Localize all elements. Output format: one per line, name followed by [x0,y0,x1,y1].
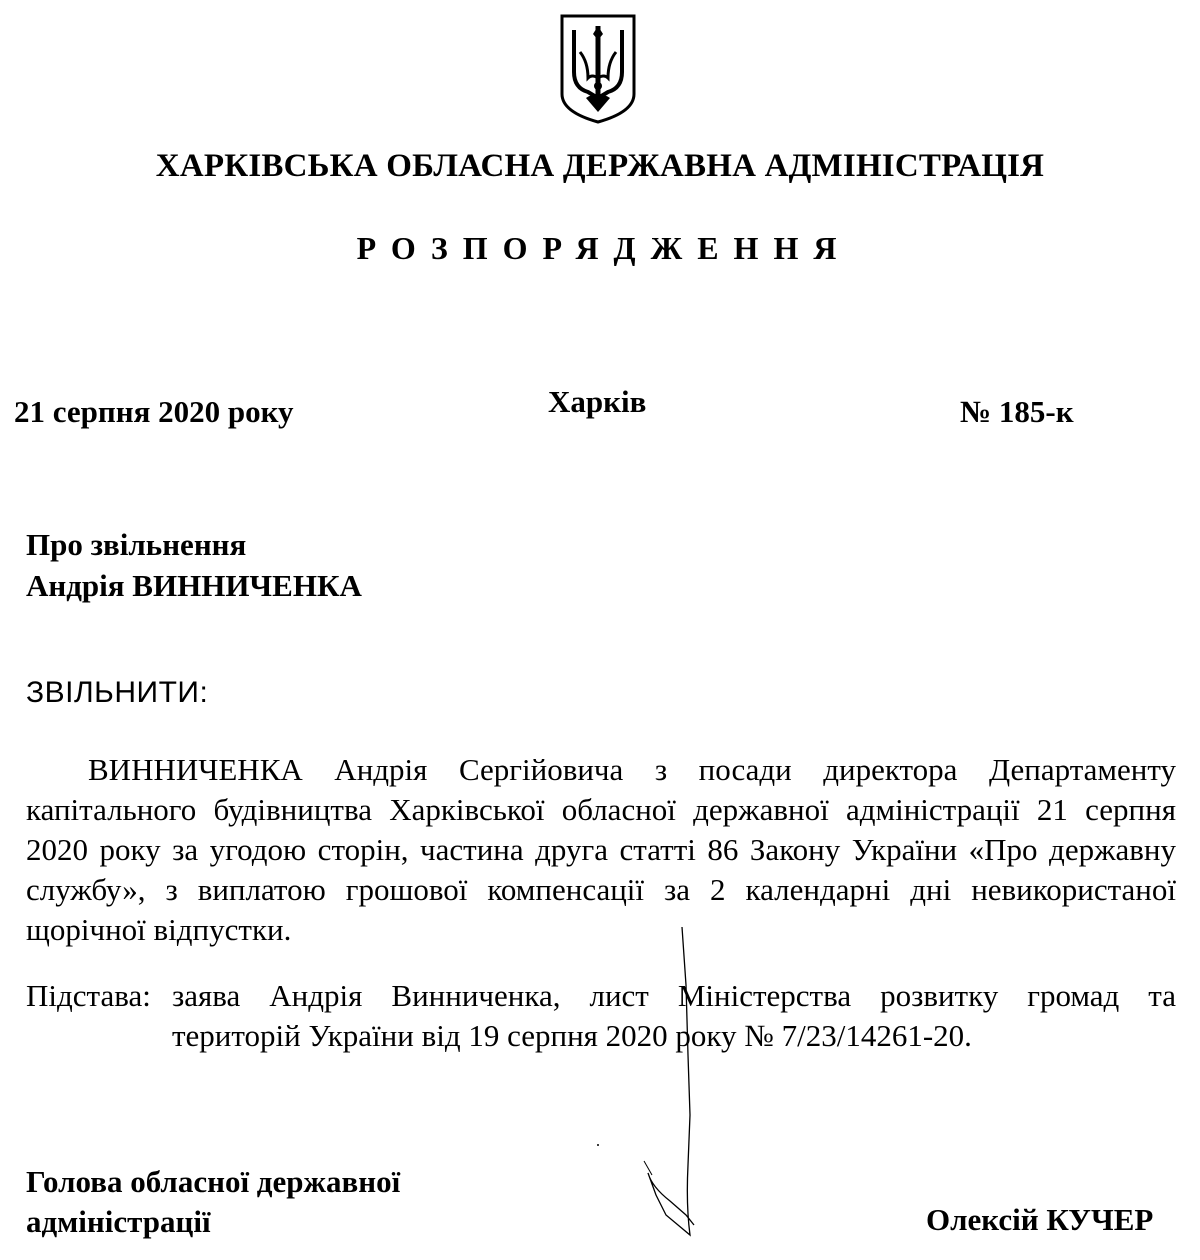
document-type: РОЗПОРЯДЖЕННЯ [356,230,852,266]
document-city: Харків [548,384,647,419]
order-word: ЗВІЛЬНИТИ: [26,676,209,709]
basis-label: Підстава: [26,978,151,1013]
subject-line-1: Про звільнення [26,527,247,562]
document-date: 21 серпня 2020 року [14,394,294,429]
signer-title-line-2: адміністрації [26,1204,211,1239]
order-body: ВИННИЧЕНКА Андрія Сергійовича з посади директора Департаменту капітального будівництва Харківської обласної державної адміністрації 21 серпня 2020 року за угодою сторін, частина друга статті 86 Закону України «Про державну службу», з виплатою грошової компенсації за 2 календарні дні невикористаної щорічної відпустки. [26,752,1176,947]
signer-title [26,1162,400,1242]
subject-line-2: Андрія ВИННИЧЕНКА [26,568,362,603]
coat-of-arms-icon [558,12,638,126]
organization-title: ХАРКІВСЬКА ОБЛАСНА ДЕРЖАВНА АДМІНІСТРАЦІЯ [155,148,1045,184]
document-number: № 185-к [960,394,1074,429]
signer-name: Олексій КУЧЕР [926,1202,1154,1237]
basis-line-1: заява Андрія Винниченка, лист Міністерства розвитку громад та [172,978,1176,1013]
signature-icon [590,925,730,1245]
signer-title-line-1: Голова обласної державної [26,1164,401,1199]
basis-line-2: територій України від 19 серпня 2020 року № 7/23/14261-20. [172,1018,972,1053]
document-subject [26,524,362,606]
